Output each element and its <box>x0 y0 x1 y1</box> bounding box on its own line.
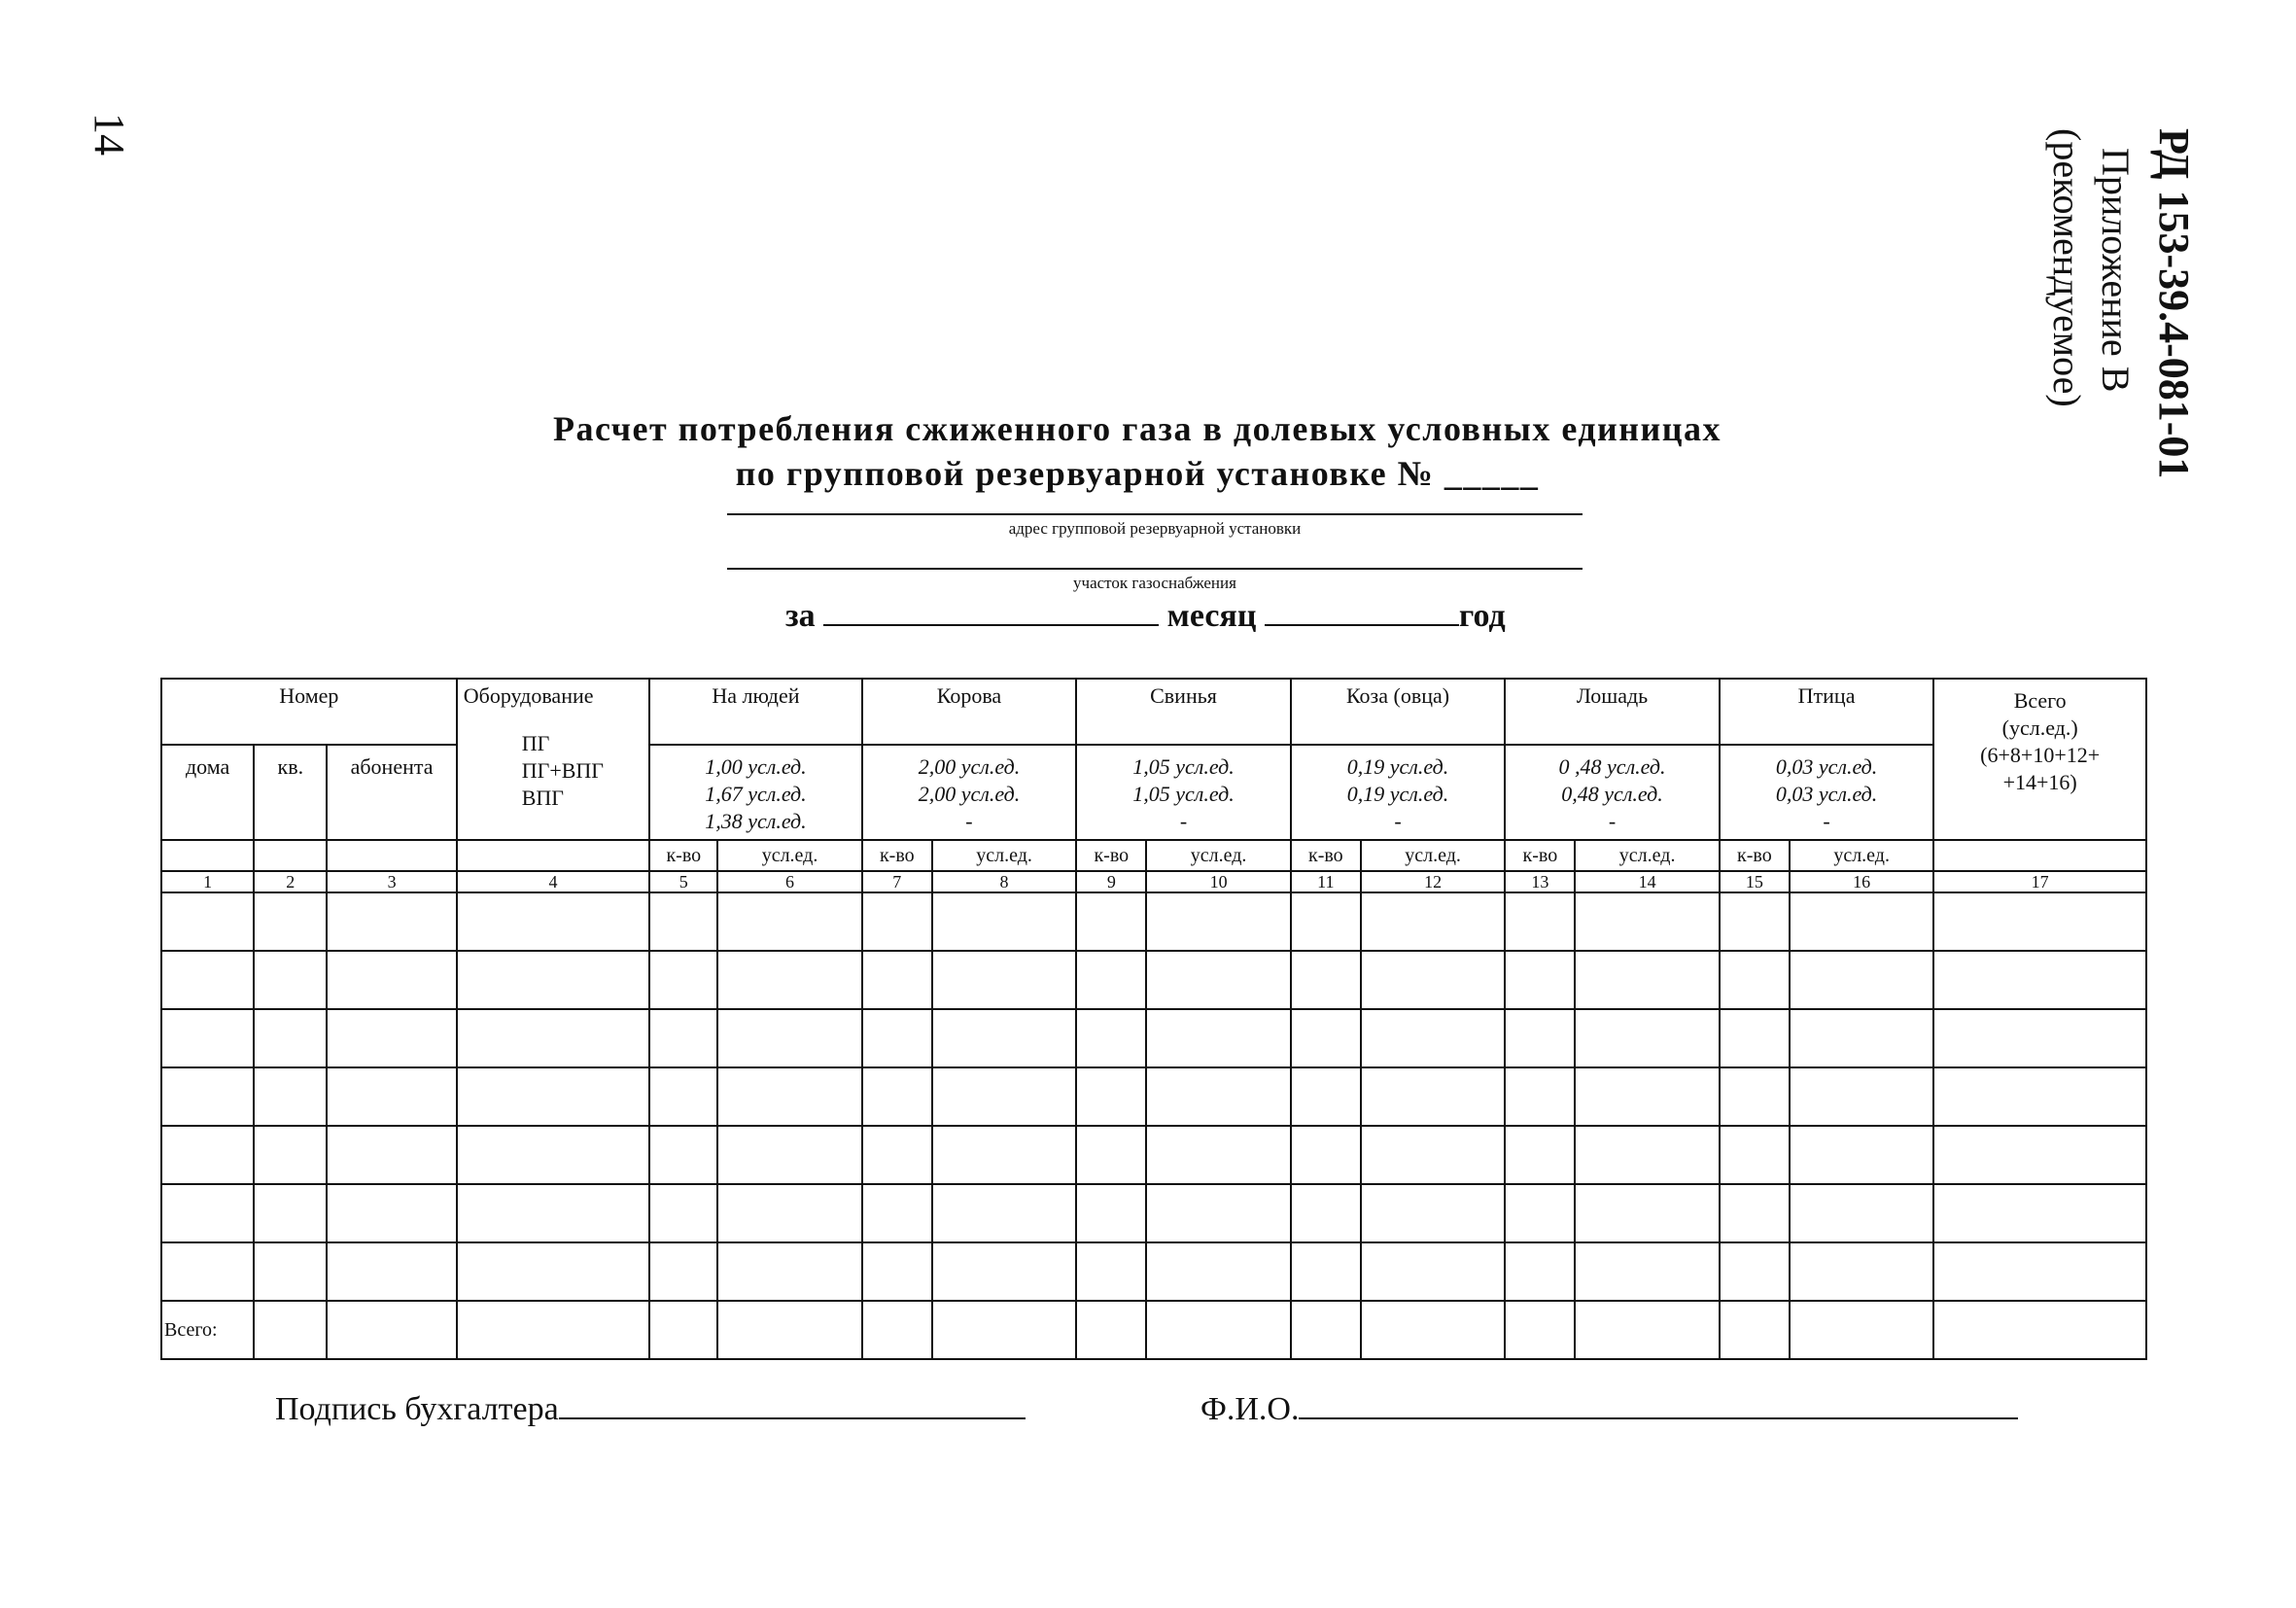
cell[interactable] <box>1933 1301 2146 1359</box>
cell[interactable] <box>717 1067 861 1126</box>
cell[interactable] <box>254 1009 327 1067</box>
cell[interactable] <box>1575 1301 1719 1359</box>
cell[interactable] <box>1146 951 1290 1009</box>
header-cow: Корова <box>862 679 1077 745</box>
cell[interactable] <box>1076 1067 1146 1126</box>
cell[interactable] <box>1933 1184 2146 1242</box>
cell[interactable] <box>1933 1067 2146 1126</box>
cell[interactable] <box>932 892 1076 951</box>
cell[interactable] <box>1361 892 1505 951</box>
cell[interactable] <box>254 892 327 951</box>
cell[interactable] <box>1790 1126 1933 1184</box>
cell[interactable] <box>1076 1009 1146 1067</box>
cell[interactable] <box>1720 1009 1790 1067</box>
col-num-12: 12 <box>1361 871 1505 892</box>
cell[interactable] <box>1790 892 1933 951</box>
bird-unit-2: 0,03 усл.ед. <box>1775 782 1878 806</box>
cell[interactable] <box>1076 1242 1146 1301</box>
cell[interactable] <box>1291 1184 1361 1242</box>
horse-units <box>1505 745 1720 840</box>
cell[interactable] <box>1505 1009 1575 1067</box>
pig-unit-1: 1,05 усл.ед. <box>1132 754 1235 779</box>
goat-unit-3: - <box>1394 809 1402 833</box>
cell[interactable] <box>327 951 456 1009</box>
cell[interactable] <box>717 1242 861 1301</box>
cell[interactable] <box>862 1242 932 1301</box>
col-num-7: 7 <box>862 871 932 892</box>
qty-people: к-во <box>649 840 717 871</box>
cell[interactable] <box>1505 1301 1575 1359</box>
cow-unit-2: 2,00 усл.ед. <box>918 782 1021 806</box>
cell[interactable] <box>1361 1301 1505 1359</box>
qty-horse: к-во <box>1505 840 1575 871</box>
data-row[interactable] <box>161 951 2146 1009</box>
address-line <box>727 513 1583 515</box>
cell[interactable] <box>1361 1126 1505 1184</box>
cow-units <box>862 745 1077 840</box>
cell[interactable] <box>1291 1067 1361 1126</box>
cell[interactable] <box>1720 1242 1790 1301</box>
cell[interactable] <box>1505 1242 1575 1301</box>
cell[interactable] <box>1291 892 1361 951</box>
cell[interactable] <box>1361 951 1505 1009</box>
cell[interactable] <box>457 951 649 1009</box>
cell[interactable] <box>457 1301 649 1359</box>
cell[interactable] <box>932 1126 1076 1184</box>
fio-line[interactable] <box>1299 1388 2018 1419</box>
cell[interactable] <box>649 1009 717 1067</box>
header-equipment <box>457 679 649 840</box>
cell[interactable] <box>161 892 254 951</box>
data-row[interactable] <box>161 1009 2146 1067</box>
header-total <box>1933 679 2146 840</box>
cell[interactable] <box>717 1301 861 1359</box>
goat-unit-2: 0,19 усл.ед. <box>1346 782 1449 806</box>
form-title-line1: Расчет потребления сжиженного газа в долевых условных единицах <box>552 409 1722 448</box>
cell[interactable] <box>932 1067 1076 1126</box>
cell[interactable] <box>1933 1242 2146 1301</box>
equipment-vpg: ВПГ <box>521 786 565 810</box>
col-num-9: 9 <box>1076 871 1146 892</box>
data-row[interactable] <box>161 1242 2146 1301</box>
cell[interactable] <box>1720 951 1790 1009</box>
cell[interactable] <box>1720 1126 1790 1184</box>
period-line <box>785 595 1506 635</box>
col-num-2: 2 <box>254 871 327 892</box>
accountant-signature-label: Подпись бухгалтера <box>275 1391 559 1427</box>
col-num-6: 6 <box>717 871 861 892</box>
district-caption: участок газоснабжения <box>1073 574 1236 592</box>
equipment-pg: ПГ <box>521 731 550 755</box>
qty-cow: к-во <box>862 840 932 871</box>
unit-people: усл.ед. <box>717 840 861 871</box>
cell[interactable] <box>327 892 456 951</box>
appendix-label: Приложение В <box>2094 148 2138 393</box>
cell[interactable] <box>327 1126 456 1184</box>
cell[interactable] <box>254 1301 327 1359</box>
cell[interactable] <box>717 1126 861 1184</box>
cell[interactable] <box>457 1126 649 1184</box>
cell[interactable] <box>161 1242 254 1301</box>
cell[interactable] <box>1575 1009 1719 1067</box>
cell[interactable] <box>254 951 327 1009</box>
cell[interactable] <box>327 1009 456 1067</box>
cell[interactable] <box>1291 951 1361 1009</box>
cell[interactable] <box>457 892 649 951</box>
cell[interactable] <box>1291 1126 1361 1184</box>
unit-cow: усл.ед. <box>932 840 1076 871</box>
cell[interactable] <box>1361 1067 1505 1126</box>
cell[interactable] <box>1291 1301 1361 1359</box>
cell[interactable] <box>1575 1126 1719 1184</box>
cell[interactable] <box>1505 1184 1575 1242</box>
cell[interactable] <box>649 892 717 951</box>
cell[interactable] <box>649 1067 717 1126</box>
cell[interactable] <box>1076 1126 1146 1184</box>
cell[interactable] <box>717 1009 861 1067</box>
header-goat: Коза (овца) <box>1291 679 1506 745</box>
cell[interactable] <box>1146 1126 1290 1184</box>
cell[interactable] <box>1076 951 1146 1009</box>
cell[interactable] <box>932 951 1076 1009</box>
district-line <box>727 568 1583 570</box>
header-pig: Свинья <box>1076 679 1291 745</box>
document-code: РД 153-39.4-081-01 <box>2150 128 2198 479</box>
header-bird: Птица <box>1720 679 1934 745</box>
header-number: Номер <box>161 679 457 745</box>
cell[interactable] <box>457 1242 649 1301</box>
header-horse: Лошадь <box>1505 679 1720 745</box>
cell[interactable] <box>1790 1301 1933 1359</box>
cell[interactable] <box>1720 1067 1790 1126</box>
cow-unit-3: - <box>965 809 973 833</box>
unit-horse: усл.ед. <box>1575 840 1719 871</box>
cell[interactable] <box>649 1126 717 1184</box>
sub-empty-3 <box>327 840 456 871</box>
cell[interactable] <box>862 1009 932 1067</box>
col-num-17: 17 <box>1933 871 2146 892</box>
cell[interactable] <box>1361 1009 1505 1067</box>
cell[interactable] <box>1575 892 1719 951</box>
cell[interactable] <box>717 892 861 951</box>
cell[interactable] <box>932 1242 1076 1301</box>
accountant-signature-line[interactable] <box>559 1388 1026 1419</box>
cell[interactable] <box>161 1009 254 1067</box>
col-num-16: 16 <box>1790 871 1933 892</box>
cell[interactable] <box>1575 1242 1719 1301</box>
cell[interactable] <box>254 1242 327 1301</box>
page-number: 14 <box>86 113 133 156</box>
cell[interactable] <box>254 1184 327 1242</box>
sub-empty-4 <box>457 840 649 871</box>
data-row[interactable] <box>161 1126 2146 1184</box>
period-month: месяц <box>1166 598 1257 634</box>
cell[interactable] <box>161 1067 254 1126</box>
data-row[interactable] <box>161 1067 2146 1126</box>
cell[interactable] <box>862 1067 932 1126</box>
cell[interactable] <box>1146 1067 1290 1126</box>
fio-signature <box>1200 1388 2018 1428</box>
cell[interactable] <box>1575 1067 1719 1126</box>
cell[interactable] <box>1575 951 1719 1009</box>
cell[interactable] <box>1790 1242 1933 1301</box>
cell[interactable] <box>1790 1067 1933 1126</box>
cell[interactable] <box>1076 1301 1146 1359</box>
total-row <box>161 1301 2146 1359</box>
period-for: за <box>785 598 816 634</box>
equipment-list <box>473 730 646 812</box>
cell[interactable] <box>1505 951 1575 1009</box>
cell[interactable] <box>649 951 717 1009</box>
cell[interactable] <box>327 1301 456 1359</box>
col-num-13: 13 <box>1505 871 1575 892</box>
col-num-5: 5 <box>649 871 717 892</box>
cow-unit-1: 2,00 усл.ед. <box>918 754 1021 779</box>
cell[interactable] <box>862 1301 932 1359</box>
sub-house: дома <box>161 745 254 840</box>
col-num-10: 10 <box>1146 871 1290 892</box>
sub-apt: кв. <box>254 745 327 840</box>
qty-bird: к-во <box>1720 840 1790 871</box>
equipment-pg-vpg: ПГ+ВПГ <box>521 758 605 783</box>
cell[interactable] <box>649 1184 717 1242</box>
cell[interactable] <box>717 951 861 1009</box>
cell[interactable] <box>1505 1067 1575 1126</box>
header-total-line1: Всего <box>2013 688 2067 713</box>
address-caption: адрес групповой резервуарной установки <box>1008 519 1302 538</box>
pig-unit-3: - <box>1179 809 1188 833</box>
cell[interactable] <box>932 1184 1076 1242</box>
cell[interactable] <box>327 1242 456 1301</box>
form-title-line2: по групповой резервуарной установке № _____ <box>735 454 1540 493</box>
period-blank-2 <box>1265 595 1459 626</box>
header-row <box>161 679 2146 745</box>
cell[interactable] <box>1146 1184 1290 1242</box>
cell[interactable] <box>862 892 932 951</box>
col-num-14: 14 <box>1575 871 1719 892</box>
period-year: год <box>1458 598 1506 634</box>
horse-unit-3: - <box>1608 809 1617 833</box>
cell[interactable] <box>1575 1184 1719 1242</box>
cell[interactable] <box>862 951 932 1009</box>
cell[interactable] <box>649 1242 717 1301</box>
people-unit-2: 1,67 усл.ед. <box>705 782 807 806</box>
cell[interactable] <box>862 1184 932 1242</box>
col-num-11: 11 <box>1291 871 1361 892</box>
cell[interactable] <box>717 1184 861 1242</box>
col-num-4: 4 <box>457 871 649 892</box>
header-people: На людей <box>649 679 862 745</box>
accountant-signature <box>275 1388 1026 1428</box>
col-num-1: 1 <box>161 871 254 892</box>
horse-unit-2: 0,48 усл.ед. <box>1561 782 1663 806</box>
data-row[interactable] <box>161 1184 2146 1242</box>
data-row[interactable] <box>161 892 2146 951</box>
qty-pig: к-во <box>1076 840 1146 871</box>
cell[interactable] <box>1361 1184 1505 1242</box>
cell[interactable] <box>1076 1184 1146 1242</box>
col-num-8: 8 <box>932 871 1076 892</box>
unit-goat: усл.ед. <box>1361 840 1505 871</box>
cell[interactable] <box>1076 892 1146 951</box>
col-num-3: 3 <box>327 871 456 892</box>
consumption-table <box>160 678 2147 1360</box>
horse-unit-1: 0 ,48 усл.ед. <box>1558 754 1666 779</box>
cell[interactable] <box>457 1067 649 1126</box>
unit-pig: усл.ед. <box>1146 840 1290 871</box>
header-total-line4: +14+16) <box>2002 770 2077 794</box>
cell[interactable] <box>161 1126 254 1184</box>
fio-label: Ф.И.О. <box>1200 1391 1300 1427</box>
cell[interactable] <box>1146 892 1290 951</box>
cell[interactable] <box>161 951 254 1009</box>
cell[interactable] <box>1720 1301 1790 1359</box>
recommended-label: (рекомендуемое) <box>2045 128 2089 407</box>
cell[interactable] <box>1790 951 1933 1009</box>
cell[interactable] <box>1720 892 1790 951</box>
header-equipment-label: Оборудование <box>463 683 594 708</box>
cell[interactable] <box>254 1126 327 1184</box>
header-total-line3: (6+8+10+12+ <box>1980 743 2101 767</box>
cell[interactable] <box>457 1009 649 1067</box>
cell[interactable] <box>1291 1242 1361 1301</box>
cell[interactable] <box>1146 1009 1290 1067</box>
cell[interactable] <box>1146 1242 1290 1301</box>
cell[interactable] <box>1933 951 2146 1009</box>
sub-empty-1 <box>161 840 254 871</box>
people-units <box>649 745 862 840</box>
total-row-label: Всего: <box>161 1301 254 1359</box>
pig-unit-2: 1,05 усл.ед. <box>1132 782 1235 806</box>
cell[interactable] <box>1505 892 1575 951</box>
bird-unit-1: 0,03 усл.ед. <box>1775 754 1878 779</box>
people-unit-3: 1,38 усл.ед. <box>705 809 807 833</box>
cell[interactable] <box>862 1126 932 1184</box>
column-numbers-row <box>161 871 2146 892</box>
people-unit-1: 1,00 усл.ед. <box>705 754 807 779</box>
header-total-line2: (усл.ед.) <box>2001 716 2078 740</box>
cell[interactable] <box>1146 1301 1290 1359</box>
cell[interactable] <box>1933 1126 2146 1184</box>
cell[interactable] <box>1790 1184 1933 1242</box>
pig-units <box>1076 745 1291 840</box>
subheader-row <box>161 840 2146 871</box>
goat-units <box>1291 745 1506 840</box>
cell[interactable] <box>327 1067 456 1126</box>
qty-goat: к-во <box>1291 840 1361 871</box>
bird-unit-3: - <box>1823 809 1830 833</box>
cell[interactable] <box>1933 892 2146 951</box>
cell[interactable] <box>1505 1126 1575 1184</box>
cell[interactable] <box>327 1184 456 1242</box>
cell[interactable] <box>932 1009 1076 1067</box>
cell[interactable] <box>1720 1184 1790 1242</box>
cell[interactable] <box>932 1301 1076 1359</box>
bird-units <box>1720 745 1934 840</box>
cell[interactable] <box>1790 1009 1933 1067</box>
sub-empty-17 <box>1933 840 2146 871</box>
cell[interactable] <box>254 1067 327 1126</box>
col-num-15: 15 <box>1720 871 1790 892</box>
sub-empty-2 <box>254 840 327 871</box>
cell[interactable] <box>457 1184 649 1242</box>
unit-bird: усл.ед. <box>1790 840 1933 871</box>
cell[interactable] <box>1933 1009 2146 1067</box>
cell[interactable] <box>1291 1009 1361 1067</box>
goat-unit-1: 0,19 усл.ед. <box>1346 754 1449 779</box>
period-blank-1 <box>823 595 1159 626</box>
sub-subscriber: абонента <box>327 745 456 840</box>
cell[interactable] <box>1361 1242 1505 1301</box>
cell[interactable] <box>161 1184 254 1242</box>
cell[interactable] <box>649 1301 717 1359</box>
